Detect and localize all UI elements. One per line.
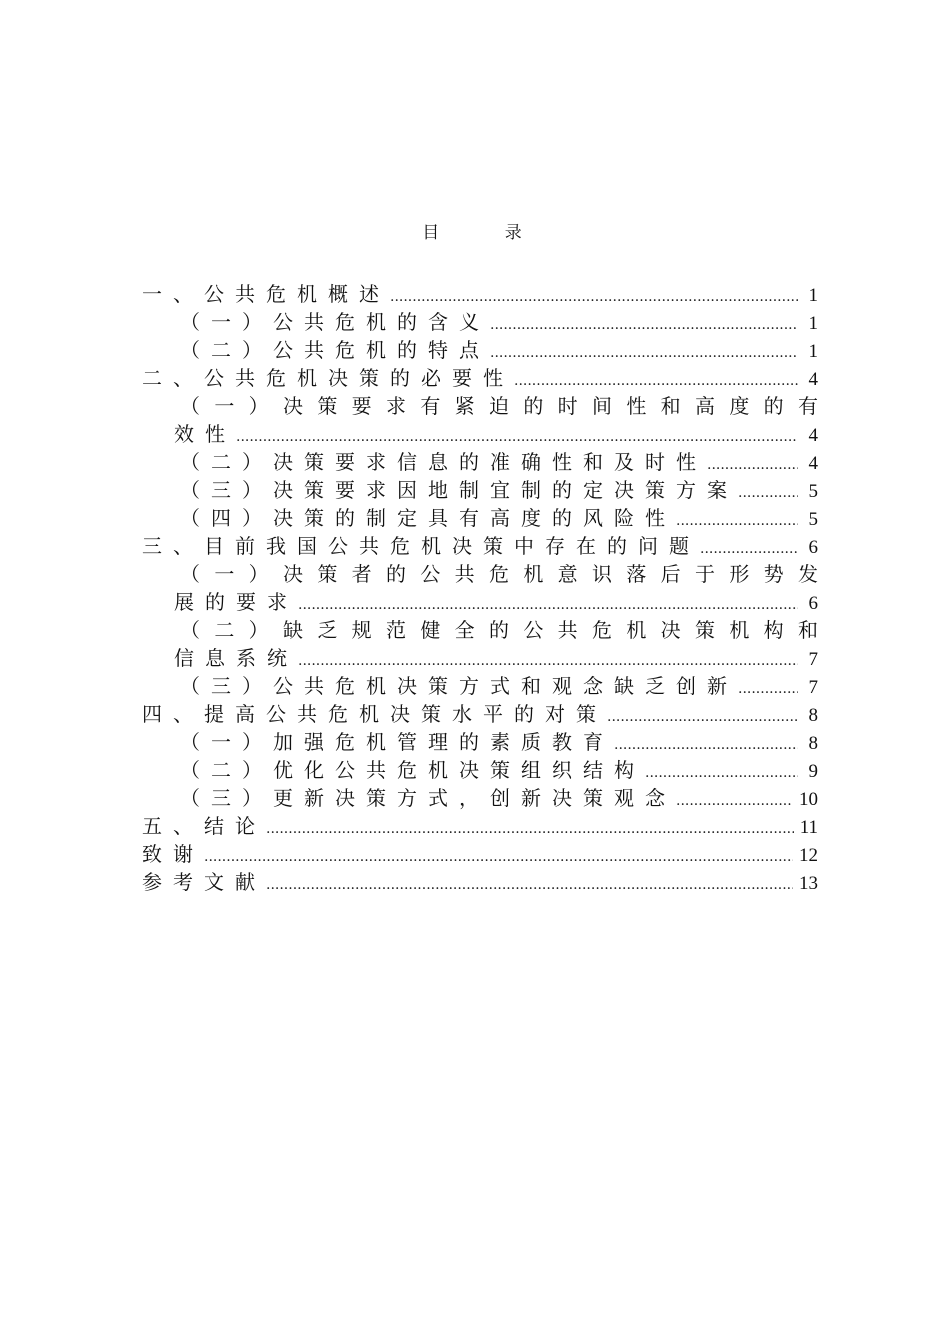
dot-leader — [607, 703, 798, 731]
toc-entry[interactable] — [142, 700, 818, 728]
dot-leader — [490, 311, 798, 339]
toc-entry[interactable] — [142, 476, 818, 504]
toc-entry-text: 四、提高公共危机决策水平的对策 — [142, 702, 607, 726]
toc-page-number: 11 — [799, 817, 818, 838]
table-of-contents — [142, 280, 818, 896]
toc-page-number: 7 — [808, 677, 818, 698]
toc-page-number: 8 — [808, 705, 818, 726]
toc-entry[interactable] — [142, 868, 818, 896]
toc-entry-text: 三、目前我国公共危机决策中存在的问题 — [142, 534, 700, 558]
toc-page-number: 6 — [808, 537, 818, 558]
dot-leader — [707, 451, 798, 479]
toc-entry[interactable] — [142, 840, 818, 868]
toc-page-number: 4 — [808, 453, 818, 474]
toc-entry-text-line2: 展的要求 — [174, 590, 298, 614]
dot-leader — [700, 535, 798, 563]
toc-entry-text — [180, 392, 818, 420]
dot-leader — [676, 787, 793, 815]
toc-entry-text: 致谢 — [142, 842, 204, 866]
dot-leader — [298, 647, 798, 675]
toc-entry[interactable] — [142, 672, 818, 700]
toc-entry-text: （三）公共危机决策方式和观念缺乏创新 — [180, 674, 738, 698]
toc-entry-text — [180, 616, 818, 644]
dot-leader — [645, 759, 798, 787]
dot-leader — [490, 339, 798, 367]
dot-leader — [266, 815, 794, 843]
dot-leader — [390, 283, 798, 311]
toc-entry[interactable] — [142, 364, 818, 392]
toc-page-number: 5 — [808, 481, 818, 502]
toc-entry-text: （二）公共危机的特点 — [180, 338, 490, 362]
toc-entry[interactable] — [142, 616, 818, 672]
toc-entry-text-line2: 效性 — [174, 422, 236, 446]
toc-entry[interactable] — [142, 784, 818, 812]
dot-leader — [738, 479, 798, 507]
toc-entry[interactable] — [142, 448, 818, 476]
toc-entry-text-line2: 信息系统 — [174, 646, 298, 670]
toc-entry[interactable] — [142, 504, 818, 532]
toc-page-number: 1 — [808, 285, 818, 306]
toc-entry-text: 一、公共危机概述 — [142, 282, 390, 306]
toc-page-number: 4 — [808, 425, 818, 446]
toc-entry-text — [180, 560, 818, 588]
toc-entry-text: （一）公共危机的含义 — [180, 310, 490, 334]
dot-leader — [676, 507, 798, 535]
toc-entry-text: （二）优化公共危机决策组织结构 — [180, 758, 645, 782]
toc-page-number: 8 — [808, 733, 818, 754]
toc-page-number: 6 — [808, 593, 818, 614]
dot-leader — [236, 423, 798, 451]
toc-entry-text: 参考文献 — [142, 870, 266, 894]
toc-entry[interactable] — [142, 308, 818, 336]
toc-entry[interactable] — [142, 812, 818, 840]
toc-entry-text: 五、结论 — [142, 814, 266, 838]
toc-entry-text: （一）加强危机管理的素质教育 — [180, 730, 614, 754]
dot-leader — [614, 731, 798, 759]
toc-page-number: 1 — [808, 341, 818, 362]
toc-page-number: 13 — [799, 873, 818, 894]
toc-page-number: 1 — [808, 313, 818, 334]
dot-leader — [204, 843, 793, 871]
toc-page-number: 7 — [808, 649, 818, 670]
dot-leader — [266, 871, 793, 899]
toc-entry-text: （三）决策要求因地制宜制的定决策方案 — [180, 478, 738, 502]
toc-page-number: 10 — [799, 789, 818, 810]
dot-leader — [514, 367, 798, 395]
toc-entry[interactable] — [142, 336, 818, 364]
toc-entry-text: 二、公共危机决策的必要性 — [142, 366, 514, 390]
toc-entry[interactable] — [142, 392, 818, 448]
toc-entry-text-line1: （一）决策者的公共危机意识落后于形势发 — [180, 562, 818, 586]
toc-entry-text-line1: （二）缺乏规范健全的公共危机决策机构和 — [180, 618, 818, 642]
toc-entry[interactable] — [142, 728, 818, 756]
toc-page-number: 9 — [808, 761, 818, 782]
toc-page-number: 4 — [808, 369, 818, 390]
toc-entry-text-line1: （一）决策要求有紧迫的时间性和高度的有 — [180, 394, 818, 418]
toc-entry[interactable] — [142, 280, 818, 308]
toc-page-number: 12 — [799, 845, 818, 866]
toc-entry[interactable] — [142, 560, 818, 616]
toc-entry-text: （四）决策的制定具有高度的风险性 — [180, 506, 676, 530]
toc-entry[interactable] — [142, 532, 818, 560]
toc-entry[interactable] — [142, 756, 818, 784]
toc-entry-text: （三）更新决策方式，创新决策观念 — [180, 786, 676, 810]
toc-entry-text: （二）决策要求信息的准确性和及时性 — [180, 450, 707, 474]
dot-leader — [738, 675, 798, 703]
dot-leader — [298, 591, 798, 619]
toc-page-number: 5 — [808, 509, 818, 530]
toc-title: 目 录 — [422, 223, 552, 243]
